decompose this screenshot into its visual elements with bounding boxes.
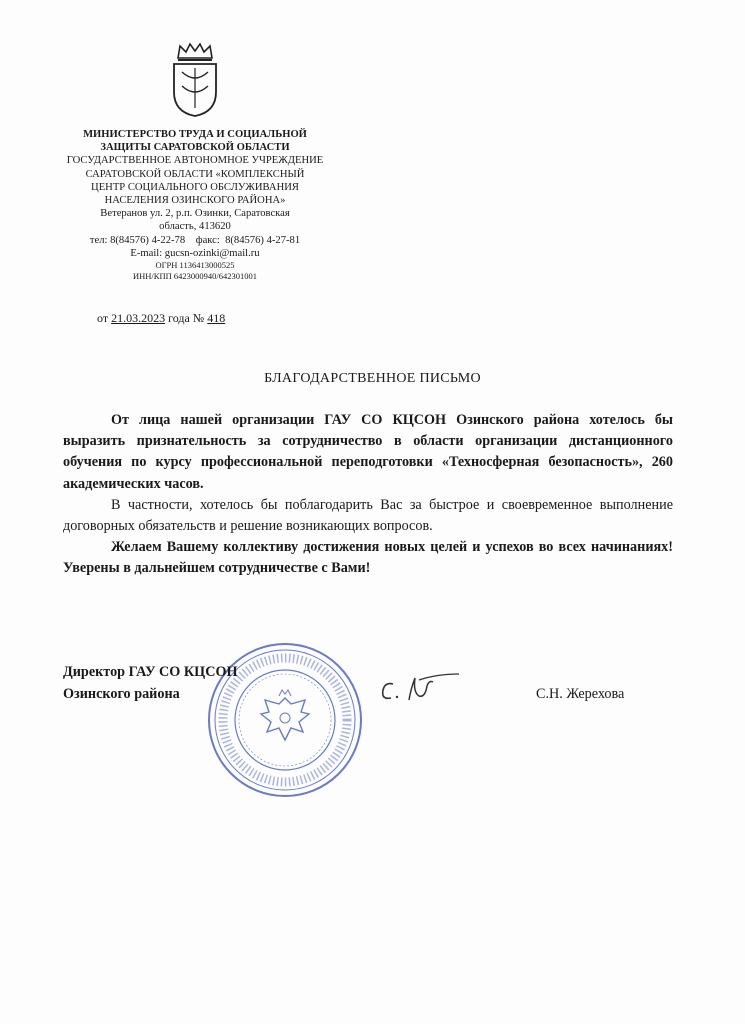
organization-header	[40, 128, 350, 281]
ministry-name-line1: МИНИСТЕРСТВО ТРУДА И СОЦИАЛЬНОЙ	[83, 129, 307, 140]
phone-fax: тел: 8(84576) 4-22-78 факс: 8(84576) 4-27-81	[89, 234, 301, 246]
doc-number-prefix: года №	[168, 311, 205, 325]
signatory-position-line1: Директор ГАУ СО КЦСОН	[63, 664, 238, 680]
paragraph-3: Желаем Вашему коллективу достижения новых целей и успехов во всех начинаниях! Уверены в дальнейшем сотрудничестве с Вами!	[63, 539, 673, 577]
organization-name-line1: ГОСУДАРСТВЕННОЕ АВТОНОМНОЕ УЧРЕЖДЕНИЕ	[66, 155, 324, 167]
email: E-mail: gucsn-ozinki@mail.ru	[130, 247, 260, 259]
signatory-position	[63, 661, 238, 705]
handwritten-signature-icon	[375, 670, 465, 710]
letter-body	[63, 410, 673, 580]
ogrn: ОГРН 1136413000525	[155, 260, 235, 271]
organization-name-line4: НАСЕЛЕНИЯ ОЗИНСКОГО РАЙОНА»	[104, 195, 286, 207]
letter-title: БЛАГОДАРСТВЕННОЕ ПИСЬМО	[264, 371, 481, 386]
doc-number: 418	[207, 311, 226, 325]
ministry-name-line2: ЗАЩИТЫ САРАТОВСКОЙ ОБЛАСТИ	[100, 142, 290, 154]
doc-date-prefix: от	[97, 311, 109, 325]
organization-name-line2: САРАТОВСКОЙ ОБЛАСТИ «КОМПЛЕКСНЫЙ	[85, 168, 305, 180]
organization-name-line3: ЦЕНТР СОЦИАЛЬНОГО ОБСЛУЖИВАНИЯ	[91, 181, 299, 193]
doc-date: 21.03.2023	[111, 311, 166, 325]
address-line2: область, 413620	[159, 221, 231, 233]
paragraph-1: От лица нашей организации ГАУ СО КЦСОН Озинского района хотелось бы выразить признательность за сотрудничество в области организации дистанционного обучения по курсу профессиональной переподготовки «Техносферная безопасность», 260 академических часов.	[63, 412, 673, 492]
document-reference	[97, 311, 225, 326]
address-line1: Ветеранов ул. 2, р.п. Озинки, Саратовская	[100, 208, 290, 220]
inn-kpp: ИНН/КПП 6423000940/642301001	[133, 270, 257, 281]
coat-of-arms-icon	[168, 42, 222, 118]
paragraph-2: В частности, хотелось бы поблагодарить Вас за быстрое и своевременное выполнение договорных обязательств и решение возникающих вопросов.	[63, 496, 673, 535]
signatory-name: С.Н. Жерехова	[536, 686, 625, 702]
signatory-position-line2: Озинского района	[63, 686, 180, 702]
